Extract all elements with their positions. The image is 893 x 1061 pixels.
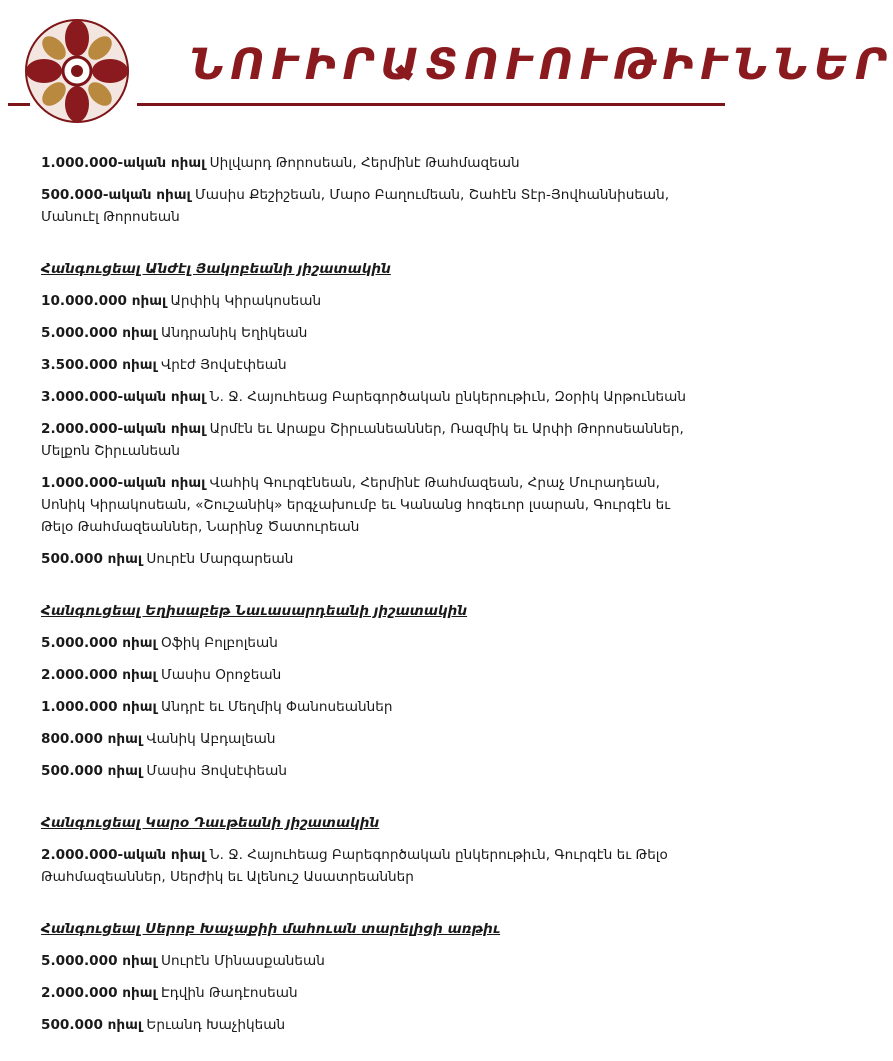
donation-amount: 5.000.000 ոիալ <box>41 325 157 341</box>
donation-amount: 3.500.000 ոիալ <box>41 357 157 373</box>
ornament-logo-icon <box>24 18 130 124</box>
donation-amount: 1.000.000-ական ոիալ <box>41 475 206 491</box>
donor-names: Անդրանիկ Եղիկեան <box>161 325 308 341</box>
donation-entry <box>41 548 701 570</box>
donation-amount: 5.000.000 ոիալ <box>41 953 157 969</box>
header-rule-right <box>137 103 725 106</box>
page-header <box>0 0 893 140</box>
donation-amount: 2.000.000-ական ոիալ <box>41 847 206 863</box>
donation-entry <box>41 696 701 718</box>
donation-entry <box>41 152 701 174</box>
memorial-section <box>41 918 701 1036</box>
header-rule-left <box>8 103 30 106</box>
donation-entry <box>41 982 701 1004</box>
donation-entry <box>41 472 701 538</box>
donor-names: Օֆիկ Բոլբոլեան <box>161 635 278 651</box>
donation-amount: 500.000-ական ոիալ <box>41 187 191 203</box>
page-title: ՆՈՒԻՐԱՏՈՒՈՒԹԻՒՆՆԵՐ <box>190 40 893 90</box>
donations-list <box>41 152 701 1046</box>
donation-entry <box>41 418 701 462</box>
memorial-section <box>41 600 701 782</box>
memorial-section <box>41 258 701 570</box>
donation-entry <box>41 1014 701 1036</box>
donation-entry <box>41 844 701 888</box>
donation-amount: 10.000.000 ոիալ <box>41 293 167 309</box>
donation-entry <box>41 950 701 972</box>
donor-names: Անդրէ եւ Մեղմիկ Փանոսեաններ <box>161 699 393 715</box>
donation-amount: 500.000 ոիալ <box>41 1017 143 1033</box>
donation-entry <box>41 632 701 654</box>
donor-names: Վահիկ Գուրգէնեան, Հերմինէ Թահմազեան, Հրաչ Մուրադեան, Սոնիկ Կիրակոսեան, «Շուշանիկ» երգչախումբ եւ Կանանց հոգեւոր լսարան, Գուրգէն եւ Թելօ Թահմազեաններ, Նարինջ Ծատուրեան <box>41 475 671 535</box>
donation-entry <box>41 664 701 686</box>
donation-entry <box>41 760 701 782</box>
donation-amount: 1.000.000 ոիալ <box>41 699 157 715</box>
donation-entry <box>41 386 701 408</box>
donation-entry <box>41 322 701 344</box>
donation-amount: 2.000.000-ական ոիալ <box>41 421 206 437</box>
donor-names: Երւանդ Խաչիկեան <box>146 1017 286 1033</box>
donation-amount: 500.000 ոիալ <box>41 763 143 779</box>
donor-names: Էդվին Թադէոսեան <box>161 985 298 1001</box>
donor-names: Սուրէն Մինասքանեան <box>161 953 325 969</box>
donor-names: Սուրէն Մարգարեան <box>146 551 294 567</box>
section-heading: Հանգուցեալ Եղիսաբեթ Նաւասարդեանի յիշատակին <box>41 603 468 619</box>
donor-names: Ն. Ջ. Հայուհեաց Բարեգործական ընկերութիւն, Գուրգէն եւ Թելօ Թահմազեաններ, Սերժիկ եւ Ալենուշ Ասատրեաններ <box>41 847 668 885</box>
donor-names: Ն. Ջ. Հայուհեաց Բարեգործական ընկերութիւն, Զօրիկ Արթունեան <box>209 389 687 405</box>
donation-amount: 3.000.000-ական ոիալ <box>41 389 206 405</box>
donation-amount: 500.000 ոիալ <box>41 551 143 567</box>
donor-names: Սիլվարդ Թորոսեան, Հերմինէ Թահմազեան <box>209 155 520 171</box>
donation-amount: 5.000.000 ոիալ <box>41 635 157 651</box>
memorial-section <box>41 812 701 888</box>
section-heading: Հանգուցեալ Անժէլ Յակոբեանի յիշատակին <box>41 261 391 277</box>
section-heading: Հանգուցեալ Կարօ Դաւթեանի յիշատակին <box>41 815 380 831</box>
donor-names: Վրէժ Յովսէփեան <box>161 357 287 373</box>
donation-entry <box>41 290 701 312</box>
donor-names: Արփիկ Կիրակոսեան <box>170 293 322 309</box>
donation-amount: 2.000.000 ոիալ <box>41 985 157 1001</box>
donation-entry <box>41 728 701 750</box>
donor-names: Մասիս Յովսէփեան <box>146 763 288 779</box>
donation-amount: 800.000 ոիալ <box>41 731 143 747</box>
donor-names: Մասիս Քեշիշեան, Մարօ Բաղումեան, Շաhէն Տէր-Յովհաննիսեան, Մանուէլ Թորոսեան <box>41 187 670 225</box>
donor-names: Արմէն եւ Արաքս Շիրւանեաններ, Ռազմիկ եւ Արփի Թորոսեաններ, Մելքոն Շիրւանեան <box>41 421 684 459</box>
donation-amount: 2.000.000 ոիալ <box>41 667 157 683</box>
donor-names: Վանիկ Աբդալեան <box>146 731 276 747</box>
donation-amount: 1.000.000-ական ոիալ <box>41 155 206 171</box>
section-heading: Հանգուցեալ Սերոբ Խաչաքիի մահուան տարելիցի առթիւ <box>41 921 501 937</box>
donation-entry <box>41 184 701 228</box>
donation-entry <box>41 354 701 376</box>
donor-names: Մասիս Օրոջեան <box>161 667 282 683</box>
